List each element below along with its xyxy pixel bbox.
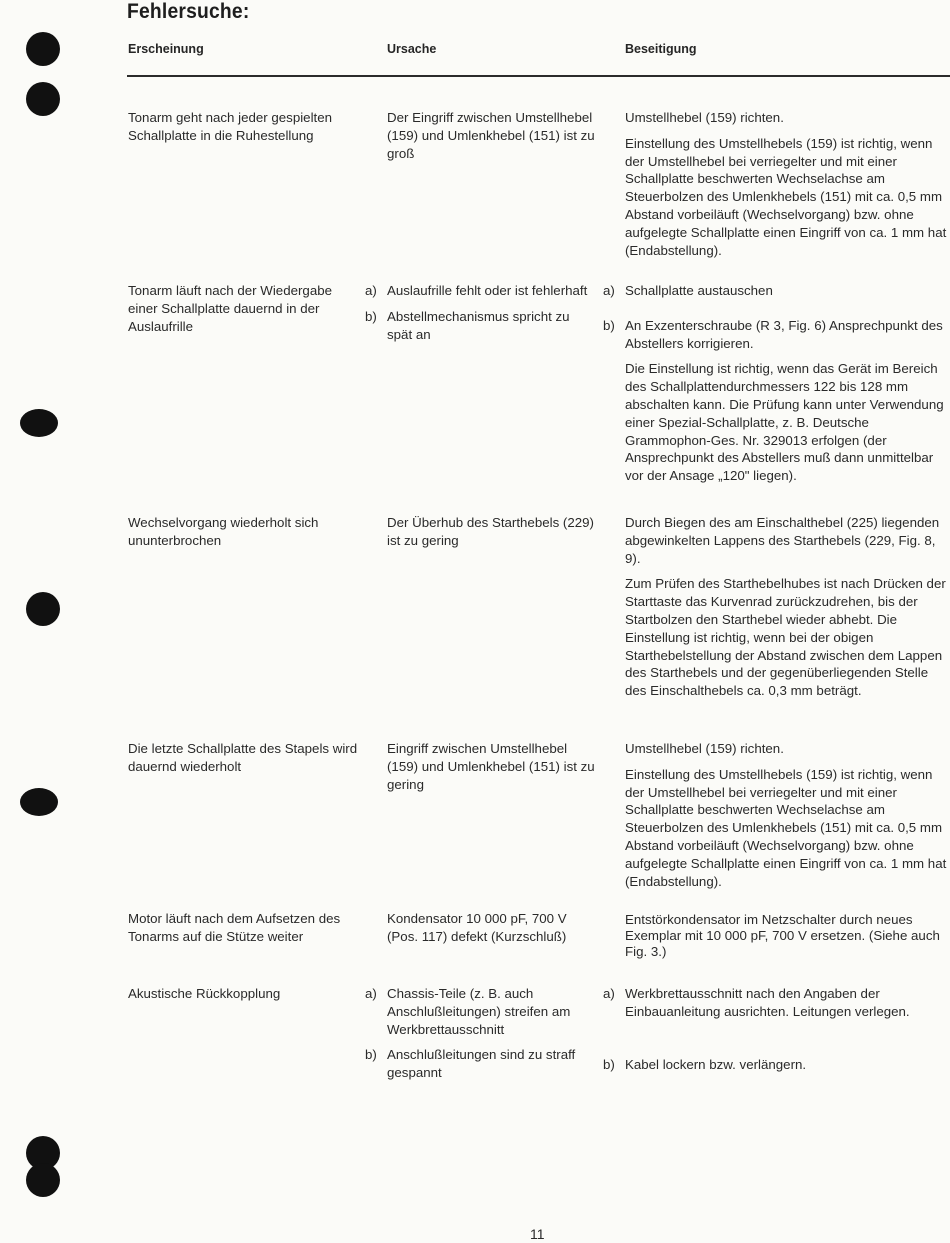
cause-item — [365, 1046, 592, 1082]
cause-item — [365, 282, 592, 300]
row-2-causes — [365, 282, 592, 343]
row-3-remedy — [625, 514, 950, 700]
row-1-symptom: Tonarm geht nach jeder gespielten Schallplatte in die Ruhestellung — [128, 110, 333, 143]
item-text: Auslaufrille fehlt oder ist fehlerhaft — [387, 283, 588, 298]
row-6-causes — [365, 985, 592, 1082]
binder-hole — [26, 82, 60, 116]
remedy-note: Die Einstellung ist richtig, wenn das Gerät im Bereich des Schallplattendurchmessers 122 bis 128 mm abschalten kann. Die Prüfung kann unter Verwendung einer Spezial-Schallplatte, z. B. Deutsche Grammophon-Ges. Nr. 329013 erfolgen (der Ansprechpunkt des Abstellers muß dann unmittelbar vor der Ansage „120" liegen). — [625, 361, 944, 484]
item-marker: b) — [603, 317, 615, 333]
binder-hole — [20, 409, 58, 437]
item-text: Kabel lockern bzw. verlängern. — [625, 1056, 807, 1072]
row-4-symptom: Die letzte Schallplatte des Stapels wird dauernd wiederholt — [128, 741, 358, 774]
remedy-item — [603, 985, 950, 1021]
cause-item — [365, 308, 592, 344]
row-2-symptom: Tonarm läuft nach der Wiedergabe einer Schallplatte dauernd in der Auslaufrille — [128, 283, 332, 334]
item-marker: a) — [603, 986, 615, 1001]
binder-hole — [26, 1163, 60, 1197]
row-2-remedies — [603, 282, 950, 485]
row-3-cause: Der Überhub des Starthebels (229) ist zu gering — [387, 515, 594, 548]
item-text: Anschlußleitungen sind zu straff gespannt — [387, 1047, 576, 1081]
item-marker: a) — [365, 283, 377, 298]
column-header-symptom: Erscheinung — [128, 42, 204, 56]
cause-item — [365, 985, 592, 1038]
item-marker: a) — [365, 986, 377, 1001]
remedy-paragraph: Zum Prüfen des Starthebelhubes ist nach Drücken der Starttaste das Kurvenrad zurückzudrehen, bis der Startbolzen den Starthebel wieder abhebt. Die Einstellung ist richtig, wenn bei der obigen Starthebelstellung der Abstand zwischen dem Lappen des Starthebels und der gegenüberliegenden Stelle des Einschalthebels ca. 0,3 mm beträgt. — [625, 576, 946, 699]
item-text: Schallplatte austauschen — [625, 283, 773, 298]
row-4-cause: Eingriff zwischen Umstellhebel (159) und Umlenkhebel (151) ist zu gering — [387, 741, 595, 792]
item-text: An Exzenterschraube (R 3, Fig. 6) Ansprechpunkt des Abstellers korrigieren. — [625, 317, 943, 351]
row-5-symptom: Motor läuft nach dem Aufsetzen des Tonarms auf die Stütze weiter — [128, 911, 341, 944]
row-6-remedies — [603, 985, 950, 1073]
binder-hole — [26, 32, 60, 66]
remedy-paragraph: Einstellung des Umstellhebels (159) ist richtig, wenn der Umstellhebel bei verriegelter und mit einer Schallplatte beschwerten Wechselachse am Steuerbolzen des Umlenkhebels (151) mit ca. 0,5 mm Abstand vorbeiläuft (Wechselvorgang) bzw. ohne aufgelegte Schallplatte einen Eingriff von ca. 1 mm hat (Endabstellung). — [625, 135, 947, 258]
page-title: Fehlersuche: — [127, 0, 250, 23]
remedy-paragraph: Durch Biegen des am Einschalthebel (225) liegenden abgewinkelten Lappens des Starthebels (229, Fig. 8, 9). — [625, 515, 940, 566]
remedy-paragraph: Umstellhebel (159) richten. — [625, 110, 784, 125]
remedy-paragraph: Umstellhebel (159) richten. — [625, 741, 784, 756]
column-header-remedy: Beseitigung — [625, 42, 697, 56]
item-text: Werkbrettausschnitt nach den Angaben der Einbauanleitung ausrichten. Leitungen verlegen. — [625, 986, 910, 1019]
remedy-paragraph: Entstörkondensator im Netzschalter durch neues Exemplar mit 10 000 pF, 700 V ersetzen. (Siehe auch Fig. 3.) — [625, 912, 940, 959]
page-number: 11 — [530, 1226, 545, 1242]
item-text: Chassis-Teile (z. B. auch Anschlußleitungen) streifen am Werkbrettausschnitt — [387, 986, 571, 1037]
item-marker: b) — [365, 308, 377, 324]
remedy-paragraph: Einstellung des Umstellhebels (159) ist richtig, wenn der Umstellhebel bei verriegelter und mit einer Schallplatte beschwerten Wechselachse am Steuerbolzen des Umlenkhebels (151) mit ca. 0,5 mm Abstand vorbeiläuft (Wechselvorgang) bzw. ohne aufgelegte Schallplatte einen Eingriff von ca. 1 mm hat (Endabstellung). — [625, 766, 947, 889]
item-marker: b) — [603, 1056, 615, 1072]
header-divider — [127, 75, 950, 77]
remedy-item — [603, 1056, 950, 1074]
row-1-cause: Der Eingriff zwischen Umstellhebel (159) und Umlenkhebel (151) ist zu groß — [387, 110, 595, 161]
row-1-remedy — [625, 109, 950, 259]
binder-hole — [26, 592, 60, 626]
item-marker: b) — [365, 1047, 377, 1063]
row-4-remedy — [625, 740, 950, 890]
remedy-item — [603, 317, 950, 353]
row-6-symptom: Akustische Rückkopplung — [128, 986, 281, 1001]
remedy-item — [603, 282, 950, 300]
column-header-cause: Ursache — [387, 42, 437, 56]
row-5-remedy — [625, 912, 950, 960]
row-5-cause: Kondensator 10 000 pF, 700 V (Pos. 117) defekt (Kurzschluß) — [387, 911, 567, 944]
binder-hole — [20, 788, 58, 816]
row-3-symptom: Wechselvorgang wiederholt sich ununterbrochen — [128, 515, 319, 548]
item-marker: a) — [603, 283, 615, 298]
item-text: Abstellmechanismus spricht zu spät an — [387, 308, 570, 342]
